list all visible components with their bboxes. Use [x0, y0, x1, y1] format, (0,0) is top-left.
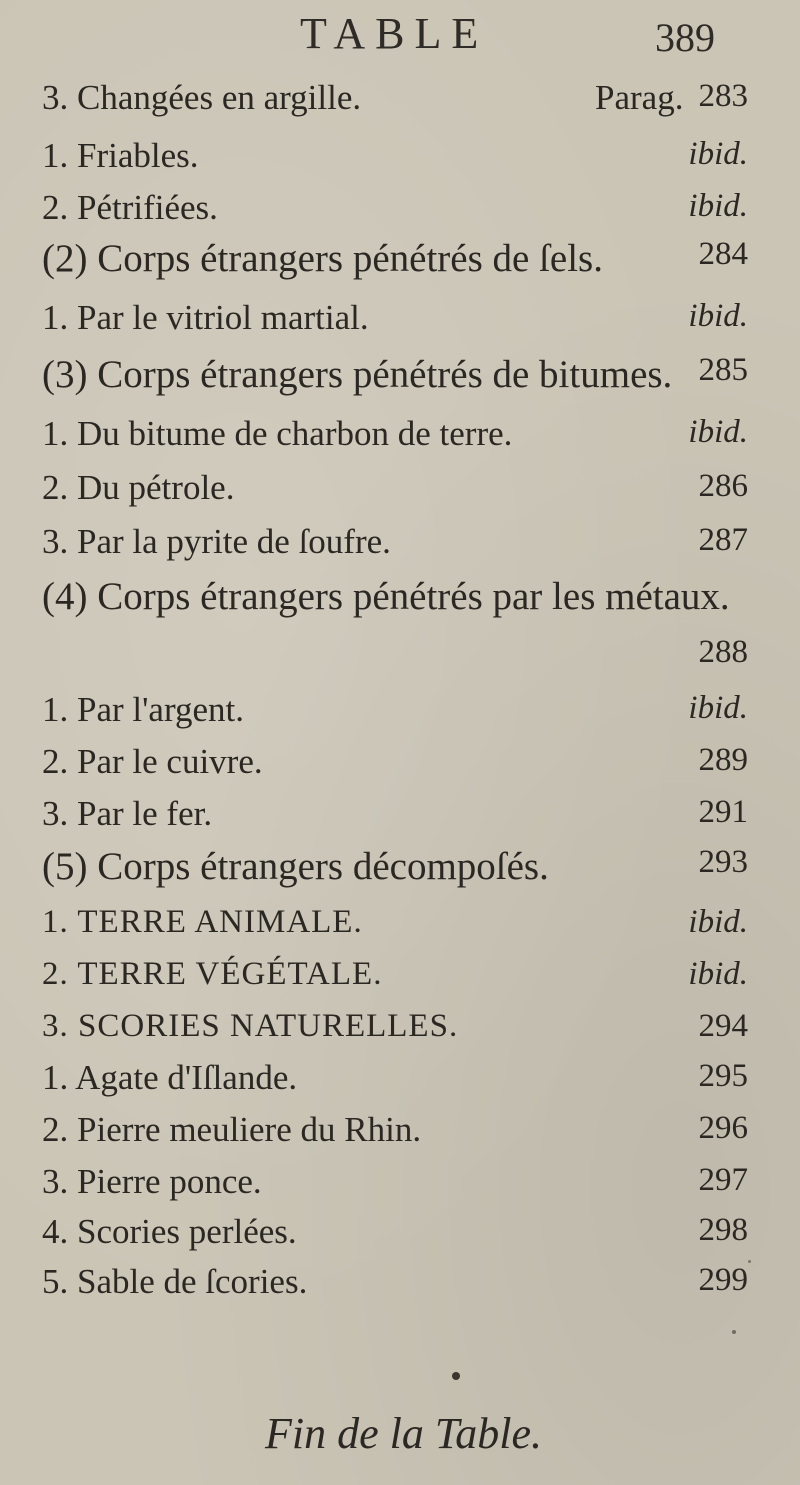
- entry-label: 2. Par le cuivre.: [42, 742, 263, 781]
- index-entry: [0, 794, 800, 842]
- index-entry: [0, 1162, 800, 1210]
- index-entry: [0, 742, 800, 790]
- entry-label: 2. Du pétrole.: [42, 468, 235, 507]
- index-entry: [0, 574, 800, 622]
- index-entry: [0, 1058, 800, 1106]
- entry-label: (2) Corps étrangers pénétrés de ſels.: [42, 237, 603, 280]
- entry-label: 3. Par la pyrite de ſoufre.: [42, 522, 391, 561]
- index-entry: [0, 522, 800, 570]
- index-entry: [0, 78, 800, 126]
- end-of-table-note: Fin de la Table.: [265, 1409, 543, 1458]
- entry-label: (4) Corps étrangers pénétrés par les métaux.: [42, 575, 730, 618]
- entry-ref: 287: [698, 522, 748, 558]
- entry-ref: 286: [698, 468, 748, 504]
- entry-ref: 285: [698, 352, 748, 388]
- ink-speck: [732, 1330, 736, 1334]
- index-entry: [0, 904, 800, 952]
- index-entry: [0, 956, 800, 1004]
- running-head-title: TABLE: [300, 9, 489, 58]
- entry-ref: 288: [698, 634, 748, 670]
- index-entry: [0, 1212, 800, 1260]
- entry-ref: 283: [698, 78, 748, 114]
- entry-label: 1. Par l'argent.: [42, 690, 245, 729]
- entry-ref: ibid.: [688, 298, 748, 334]
- entry-label: 2. Pétrifiées.: [42, 188, 218, 227]
- index-entry: [0, 136, 800, 184]
- entry-ref: 294: [698, 1008, 748, 1044]
- entry-label: 1. TERRE ANIMALE.: [42, 904, 363, 940]
- entry-label: 1. Friables.: [42, 136, 199, 175]
- index-entry: [0, 690, 800, 738]
- entry-ref: 293: [698, 844, 748, 880]
- entry-ref: ibid.: [688, 188, 748, 224]
- entry-label: 3. SCORIES NATURELLES.: [42, 1008, 459, 1044]
- entry-ref: 284: [698, 236, 748, 272]
- entry-ref: 291: [698, 794, 748, 830]
- index-entry: [0, 844, 800, 892]
- entry-ref: 297: [698, 1162, 748, 1198]
- entry-label: 3. Par le fer.: [42, 794, 213, 833]
- entry-label: 2. TERRE VÉGÉTALE.: [42, 956, 383, 992]
- entry-ref: ibid.: [688, 956, 748, 992]
- index-entry: [0, 1262, 800, 1310]
- index-entry: [0, 468, 800, 516]
- entry-label: 2. Pierre meuliere du Rhin.: [42, 1110, 422, 1149]
- entry-ref: 296: [698, 1110, 748, 1146]
- ink-speck: [748, 1260, 751, 1263]
- entry-ref: ibid.: [688, 136, 748, 172]
- ink-speck: [452, 1372, 460, 1380]
- entry-ref: 289: [698, 742, 748, 778]
- index-entry: [0, 414, 800, 462]
- entry-ref: ibid.: [688, 904, 748, 940]
- index-entry: [0, 298, 800, 346]
- entry-label: (3) Corps étrangers pénétrés de bitumes.: [42, 353, 673, 396]
- page-number: 389: [655, 15, 715, 60]
- entry-label: 1. Agate d'Iſlande.: [42, 1058, 298, 1097]
- index-entry: [0, 352, 800, 400]
- index-entry: [0, 1110, 800, 1158]
- entry-ref: ibid.: [688, 690, 748, 726]
- entry-ref: 295: [698, 1058, 748, 1094]
- index-entry: [0, 634, 800, 682]
- entry-label: 5. Sable de ſcories.: [42, 1262, 308, 1301]
- entry-label: 1. Par le vitriol martial.: [42, 298, 369, 337]
- entry-label: 4. Scories perlées.: [42, 1212, 297, 1251]
- parag-label: Parag.: [595, 78, 684, 117]
- index-entry: [0, 236, 800, 284]
- entry-label: 1. Du bitume de charbon de terre.: [42, 414, 513, 453]
- entry-ref: ibid.: [688, 414, 748, 450]
- entry-ref: 298: [698, 1212, 748, 1248]
- entry-label: (5) Corps étrangers décompoſés.: [42, 845, 549, 888]
- index-entry: [0, 1008, 800, 1056]
- entry-label: 3. Pierre ponce.: [42, 1162, 262, 1201]
- entry-ref: 299: [698, 1262, 748, 1298]
- entry-label: 3. Changées en argille.: [42, 78, 362, 117]
- index-entry: [0, 188, 800, 236]
